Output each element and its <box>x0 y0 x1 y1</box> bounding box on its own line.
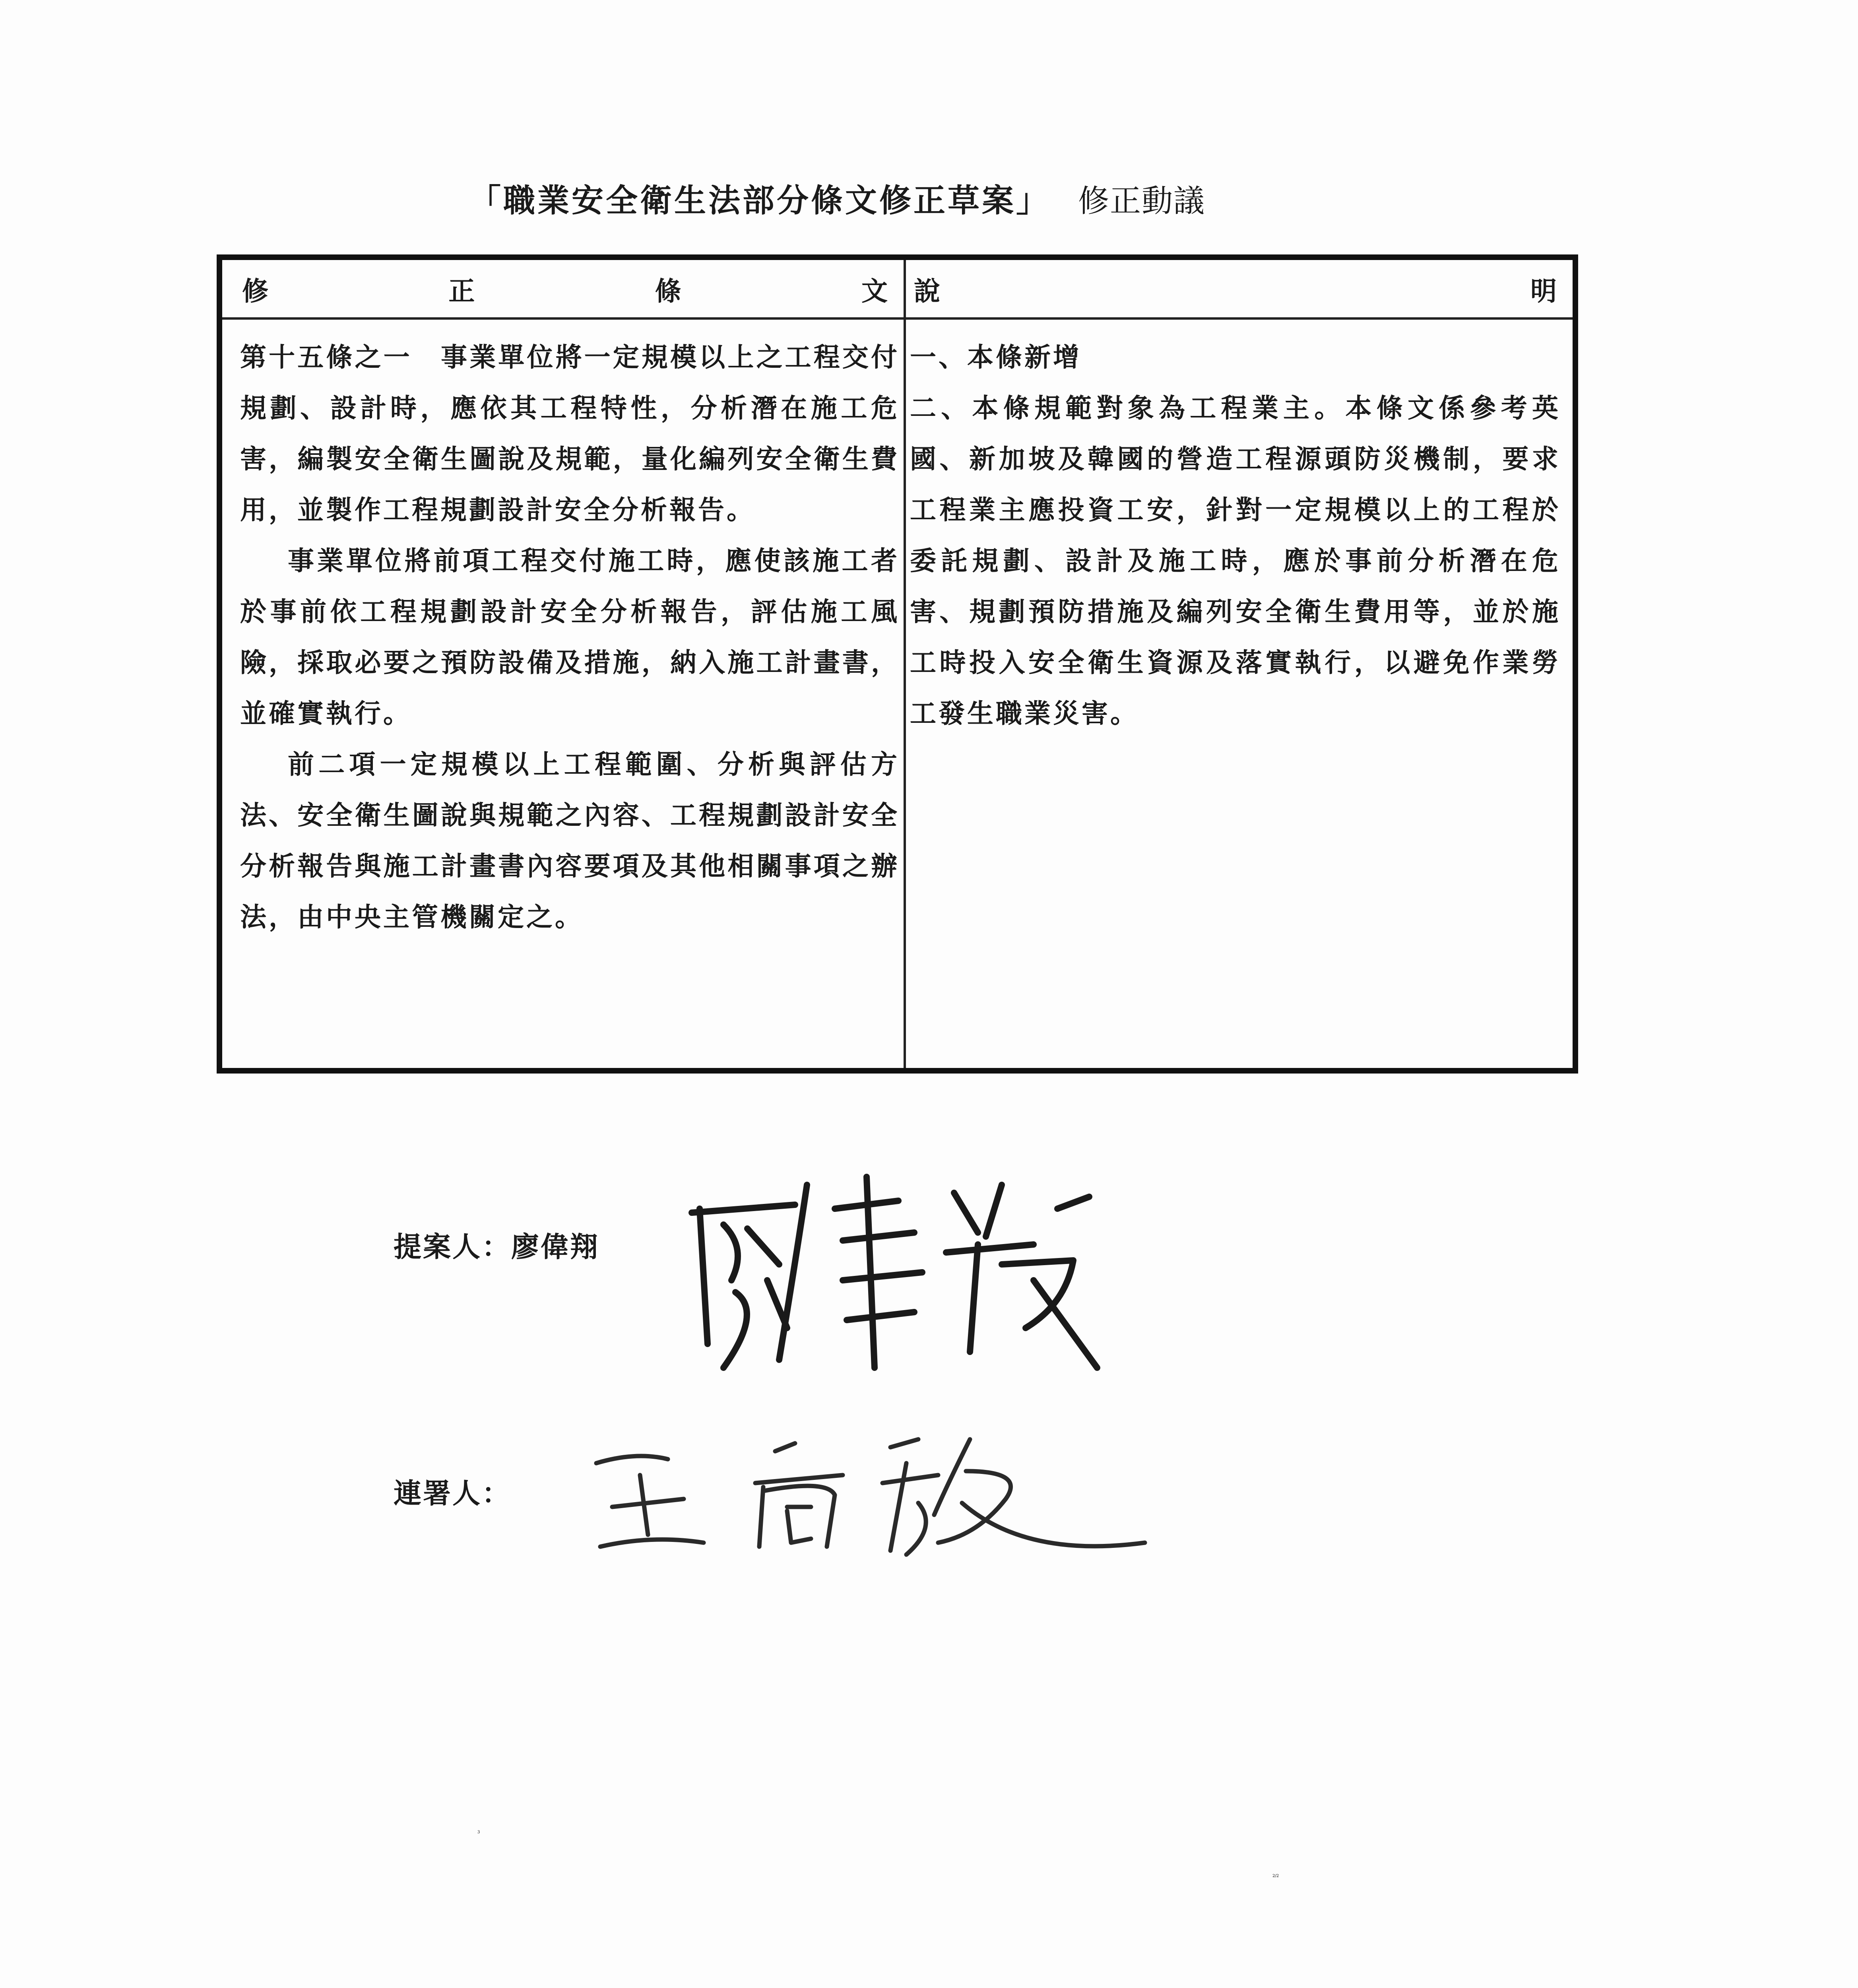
header-char: 文 <box>861 275 888 307</box>
amended-paragraph-1: 第十五條之一 事業單位將一定規模以上之工程交付規劃、設計時，應依其工程特性，分析潛在施工危害，編製安全衛生圖說及規範，量化編列安全衛生費用，並製作工程規劃設計安全分析報告。 <box>240 342 900 525</box>
header-char: 說 <box>914 275 940 307</box>
explanation-item-1: 一、本條新增 <box>910 342 1082 373</box>
title-note: 修正動議 <box>1078 183 1206 219</box>
title-text: 「職業安全衛生法部分條文修正草案」 <box>469 182 1050 219</box>
page-number-text: 3 <box>477 1830 480 1835</box>
header-explanation <box>906 260 1573 320</box>
proposer-signature <box>676 1161 1113 1384</box>
header-char: 正 <box>448 275 475 307</box>
explanation-item-2: 二、本條規範對象為工程業主。本條文係參考英國、新加坡及韓國的營造工程源頭防災機制，要求工程業主應投資工安，針對一定規模以上的工程於委託規劃、設計及施工時，應於事前分析潛在危害、規劃預防措施及編列安全衛生費用等，並於施工時投入安全衛生資源及落實執行，以避免作業勞工發生職業災害。 <box>910 392 1561 729</box>
header-char: 條 <box>655 275 681 307</box>
cosigner-label: 連署人： <box>394 1477 511 1510</box>
amendment-table <box>217 254 1578 1074</box>
page-fraction-text: 2/2 <box>1272 1874 1279 1878</box>
header-char: 明 <box>1530 275 1557 307</box>
header-amended-text <box>222 260 906 320</box>
cosigner-signature <box>588 1415 1153 1582</box>
amended-paragraph-3: 前二項一定規模以上工程範圍、分析與評估方法、安全衛生圖說與規範之內容、工程規劃設計安全分析報告與施工計畫書內容要項及其他相關事項之辦法，由中央主管機關定之。 <box>240 749 900 932</box>
header-char: 修 <box>242 275 268 307</box>
document-title <box>469 175 1383 221</box>
explanation-cell <box>906 320 1573 1068</box>
amended-paragraph-2: 事業單位將前項工程交付施工時，應使該施工者於事前依工程規劃設計安全分析報告，評估施工風險，採取必要之預防設備及措施，納入施工計畫書，並確實執行。 <box>240 545 900 729</box>
amended-text-cell <box>222 320 906 1068</box>
proposer-label: 提案人：廖偉翔 <box>394 1231 599 1263</box>
